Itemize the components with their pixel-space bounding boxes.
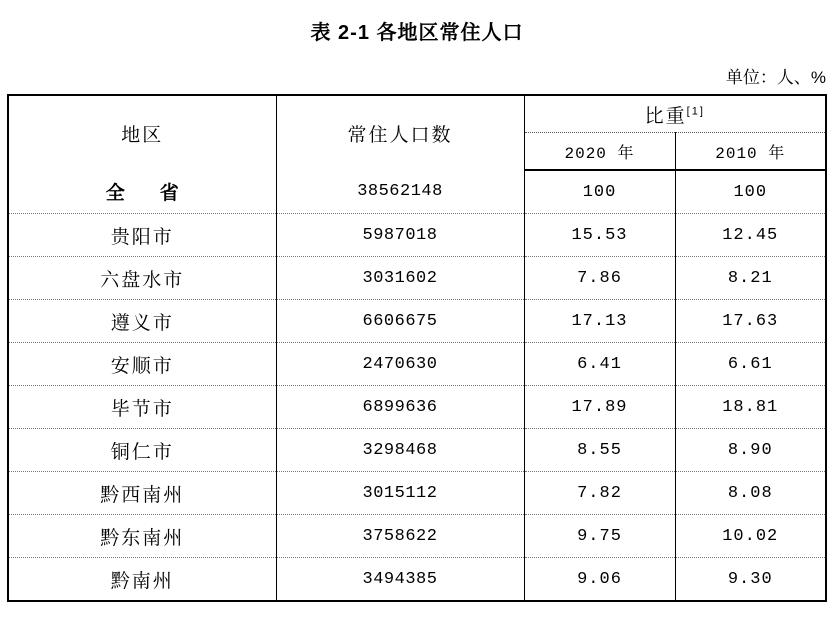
cell-share-2020: 9.75 — [524, 515, 675, 558]
cell-share-2010: 17.63 — [675, 300, 826, 343]
cell-region: 安顺市 — [8, 343, 276, 386]
table-row — [8, 386, 826, 429]
table-row — [8, 343, 826, 386]
table-row — [8, 170, 826, 214]
header-year-2010: 2010 年 — [675, 133, 826, 171]
cell-region: 贵阳市 — [8, 214, 276, 257]
table-row — [8, 214, 826, 257]
cell-region: 黔南州 — [8, 558, 276, 602]
unit-note: 单位：人、% — [725, 68, 826, 87]
cell-share-2020: 100 — [524, 170, 675, 214]
cell-share-2010: 100 — [675, 170, 826, 214]
cell-population: 38562148 — [276, 170, 524, 214]
cell-region: 黔西南州 — [8, 472, 276, 515]
cell-population: 3015112 — [276, 472, 524, 515]
header-proportion — [524, 95, 826, 133]
cell-share-2020: 17.89 — [524, 386, 675, 429]
cell-share-2010: 18.81 — [675, 386, 826, 429]
cell-population: 2470630 — [276, 343, 524, 386]
header-region: 地区 — [8, 95, 276, 170]
table-row — [8, 558, 826, 602]
table-title: 表 2-1 各地区常住人口 — [310, 22, 524, 44]
cell-share-2020: 9.06 — [524, 558, 675, 602]
table-row — [8, 515, 826, 558]
table-row — [8, 429, 826, 472]
cell-population: 6899636 — [276, 386, 524, 429]
cell-population: 3298468 — [276, 429, 524, 472]
population-table — [7, 94, 827, 602]
cell-population: 6606675 — [276, 300, 524, 343]
cell-share-2010: 8.08 — [675, 472, 826, 515]
cell-share-2020: 7.82 — [524, 472, 675, 515]
cell-share-2020: 17.13 — [524, 300, 675, 343]
cell-population: 3031602 — [276, 257, 524, 300]
header-proportion-footnote: [1] — [686, 105, 705, 118]
table-header — [8, 95, 826, 170]
cell-share-2010: 6.61 — [675, 343, 826, 386]
cell-share-2010: 8.21 — [675, 257, 826, 300]
cell-share-2010: 8.90 — [675, 429, 826, 472]
cell-share-2010: 9.30 — [675, 558, 826, 602]
cell-region: 六盘水市 — [8, 257, 276, 300]
table-row — [8, 257, 826, 300]
cell-region: 全 省 — [8, 170, 276, 214]
cell-population: 3758622 — [276, 515, 524, 558]
cell-share-2020: 7.86 — [524, 257, 675, 300]
cell-region: 铜仁市 — [8, 429, 276, 472]
cell-population: 5987018 — [276, 214, 524, 257]
cell-share-2010: 12.45 — [675, 214, 826, 257]
cell-population: 3494385 — [276, 558, 524, 602]
table-body — [8, 170, 826, 601]
header-proportion-label: 比重 — [644, 105, 687, 127]
table-row — [8, 472, 826, 515]
cell-region: 黔东南州 — [8, 515, 276, 558]
table-row — [8, 300, 826, 343]
header-population: 常住人口数 — [276, 95, 524, 170]
cell-share-2020: 8.55 — [524, 429, 675, 472]
cell-share-2010: 10.02 — [675, 515, 826, 558]
cell-region: 毕节市 — [8, 386, 276, 429]
cell-share-2020: 6.41 — [524, 343, 675, 386]
cell-share-2020: 15.53 — [524, 214, 675, 257]
header-year-2020: 2020 年 — [524, 133, 675, 171]
cell-region: 遵义市 — [8, 300, 276, 343]
header-row-top — [8, 95, 826, 133]
